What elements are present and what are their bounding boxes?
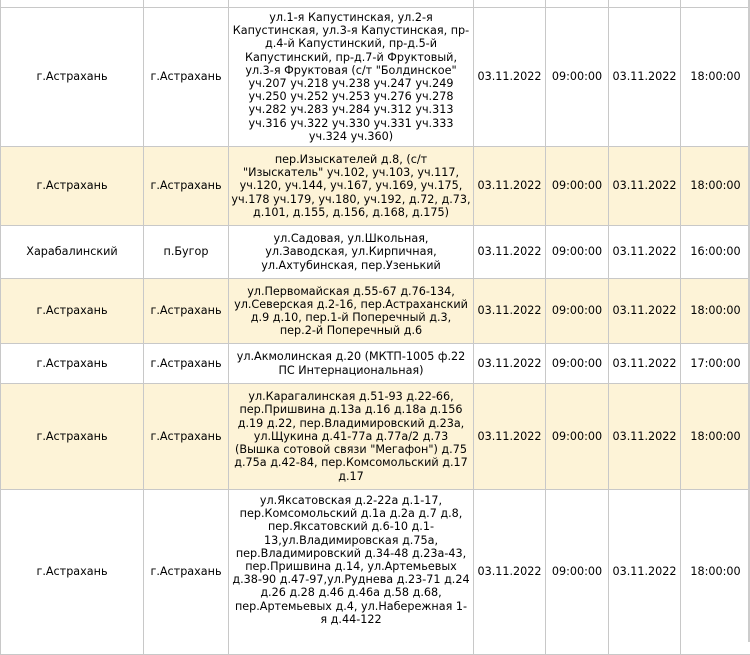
start-time-cell: 09:00:00	[546, 279, 609, 344]
address-line: ул.Яксатовская д.2-22а д.1-17,	[231, 494, 471, 507]
address-line: уч.120, уч.144, уч.167, уч.169, уч.175,	[231, 179, 471, 192]
table-row	[1, 0, 750, 8]
start-date-cell: 03.11.2022	[474, 384, 546, 490]
address-line: (Вышка сотовой связи "Мегафон") д.75	[231, 443, 471, 456]
address-line: пер.Пришвина д.13а д.16 д.18а д.156	[231, 403, 471, 416]
district-cell: г.Астрахань	[1, 279, 144, 344]
address-line: уч.282 уч.283 уч.284 уч.312 уч.313	[231, 103, 471, 116]
address-line: д.26 д.28 д.46 д.46а д.58 д.68,	[231, 586, 471, 599]
address-line: ул.3-я Фруктовая (с/т "Болдинское"	[231, 64, 471, 77]
locality-cell: п.Бугор	[144, 226, 229, 279]
district-cell: г.Астрахань	[1, 490, 144, 655]
address-line: уч.250 уч.252 уч.253 уч.276 уч.278	[231, 90, 471, 103]
table-row	[1, 384, 750, 490]
locality-cell: г.Астрахань	[144, 8, 229, 147]
address-line: я д.44-122	[231, 613, 471, 626]
address-line: ул.Щукина д.41-77а д.77а/2 д.73	[231, 430, 471, 443]
address-line: пер.2-й Поперечный д.6	[231, 324, 471, 337]
address-line: ул.Заводская, ул.Кирпичная,	[231, 245, 471, 258]
district-cell: г.Астрахань	[1, 147, 144, 226]
address-line: д.75а д.42-84, пер.Комсомольский д.17	[231, 456, 471, 469]
start-time-cell: 09:00:00	[546, 344, 609, 384]
district-cell: Харабалинский	[1, 226, 144, 279]
locality-cell: г.Астрахань	[144, 384, 229, 490]
address-cell	[229, 344, 474, 384]
locality-cell: г.Астрахань	[144, 490, 229, 655]
start-date-cell: 03.11.2022	[474, 344, 546, 384]
table-row	[1, 344, 750, 384]
table-row	[1, 226, 750, 279]
end-date-cell: 03.11.2022	[609, 490, 681, 655]
end-date-cell: 03.11.2022	[609, 279, 681, 344]
address-line: пер.Владимировский д.34-48 д.23а-43,	[231, 547, 471, 560]
end-time-cell: 18:00:00	[681, 147, 750, 226]
start-date-cell: 03.11.2022	[474, 279, 546, 344]
address-line: ул.Первомайская д.55-67 д.76-134,	[231, 285, 471, 298]
locality-cell: г.Астрахань	[144, 147, 229, 226]
address-line: д.9 д.10, пер.1-й Поперечный д.3,	[231, 311, 471, 324]
start-date-cell: 03.11.2022	[474, 147, 546, 226]
end-time-cell: 18:00:00	[681, 279, 750, 344]
start-time-cell: 09:00:00	[546, 226, 609, 279]
address-line: ул.Северская д.2-16, пер.Астраханский	[231, 298, 471, 311]
locality-cell: г.Астрахань	[144, 279, 229, 344]
end-time-cell: 17:00:00	[681, 344, 750, 384]
district-cell: г.Астрахань	[1, 344, 144, 384]
start-date-cell: 03.11.2022	[474, 8, 546, 147]
address-line: "Изыскатель" уч.102, уч.103, уч.117,	[231, 166, 471, 179]
address-line: ул.Карагалинская д.51-93 д.22-66,	[231, 390, 471, 403]
district-cell: г.Астрахань	[1, 8, 144, 147]
end-date-cell: 03.11.2022	[609, 226, 681, 279]
address-line: Капустинский, пр-д.7-й Фруктовый,	[231, 51, 471, 64]
address-line: д.4-й Капустинский, пр-д.5-й	[231, 37, 471, 50]
address-line: ПС Интернациональная)	[231, 364, 471, 377]
start-date-cell: 03.11.2022	[474, 226, 546, 279]
start-time-cell: 09:00:00	[546, 147, 609, 226]
table-row	[1, 279, 750, 344]
address-cell	[229, 490, 474, 655]
address-line: пер.Пришвина д.14, ул.Артемьевых	[231, 560, 471, 573]
address-line: ул.Акмолинская д.20 (МКТП-1005 ф.22	[231, 350, 471, 363]
end-time-cell: 18:00:00	[681, 384, 750, 490]
address-line: д.101, д.155, д.156, д.168, д.175)	[231, 206, 471, 219]
address-line: пер.Изыскателей д.8, (с/т	[231, 153, 471, 166]
address-line: д.38-90 д.47-97,ул.Руднева д.23-71 д.24	[231, 573, 471, 586]
address-line: ул.Садовая, ул.Школьная,	[231, 232, 471, 245]
start-time-cell: 09:00:00	[546, 384, 609, 490]
address-line: 13,ул.Владимировская д.75а,	[231, 534, 471, 547]
address-cell	[229, 147, 474, 226]
district-cell: г.Астрахань	[1, 384, 144, 490]
address-line: Капустинская, ул.3-я Капустинская, пр-	[231, 24, 471, 37]
start-time-cell: 09:00:00	[546, 490, 609, 655]
end-time-cell: 18:00:00	[681, 490, 750, 655]
end-date-cell: 03.11.2022	[609, 8, 681, 147]
end-date-cell: 03.11.2022	[609, 344, 681, 384]
address-line: пер.Комсомольский д.1а д.2а д.7 д.8,	[231, 507, 471, 520]
address-line: уч.316 уч.322 уч.330 уч.331 уч.333	[231, 117, 471, 130]
address-line: ул.1-я Капустинская, ул.2-я	[231, 11, 471, 24]
end-time-cell: 18:00:00	[681, 8, 750, 147]
table-row	[1, 8, 750, 147]
address-cell	[229, 8, 474, 147]
end-time-cell: 16:00:00	[681, 226, 750, 279]
end-date-cell: 03.11.2022	[609, 384, 681, 490]
address-line: ул.Ахтубинская, пер.Узенький	[231, 259, 471, 272]
address-line: д.19 д.22, пер.Владимировский д.23а,	[231, 417, 471, 430]
address-line: уч.324 уч.360)	[231, 130, 471, 143]
address-cell	[229, 384, 474, 490]
address-line: уч.207 уч.218 уч.238 уч.247 уч.249	[231, 77, 471, 90]
locality-cell: г.Астрахань	[144, 344, 229, 384]
address-cell	[229, 279, 474, 344]
start-time-cell: 09:00:00	[546, 8, 609, 147]
end-date-cell: 03.11.2022	[609, 147, 681, 226]
address-line: уч.178 уч.179, уч.180, уч.192, д.72, д.73,	[231, 193, 471, 206]
table-row	[1, 490, 750, 655]
address-line: пер.Яксатовский д.6-10 д.1-	[231, 520, 471, 533]
start-date-cell: 03.11.2022	[474, 490, 546, 655]
address-line: пер.Артемьевых д.4, ул.Набережная 1-	[231, 600, 471, 613]
table-row	[1, 147, 750, 226]
address-line: д.17	[231, 470, 471, 483]
address-cell	[229, 226, 474, 279]
